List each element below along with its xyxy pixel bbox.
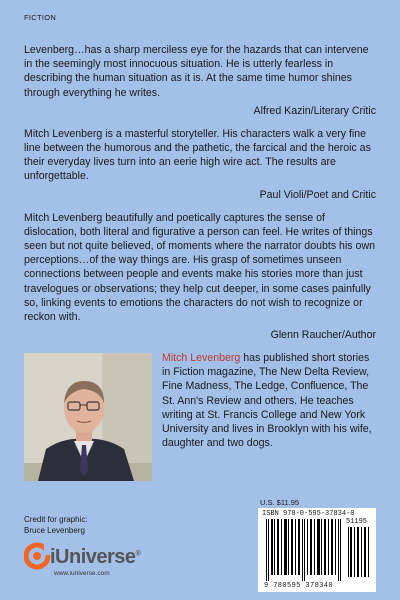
author-bio-text: has published short stories in Fiction magazine, The New Delta Review, Fine Madness, The Ledge, Confluence, The St. Ann's Review and others. He teaches writing at St. Francis College and New York University and lives in Brooklyn with his wife, daughter and two dogs. (162, 352, 372, 450)
author-name: Mitch Levenberg (162, 352, 241, 364)
isbn-digits: 9 780595 378340 (264, 582, 334, 590)
isbn-addon-number: 51195 (346, 518, 368, 526)
genre-label: FICTION (24, 13, 57, 22)
price-label: U.S. $11.95 (260, 498, 300, 507)
isbn-label: ISBN 978-0-595-37834-0 (262, 510, 355, 518)
barcode-bars (262, 519, 372, 581)
quote-text: Mitch Levenberg is a masterful storyteller. His characters walk a very fine line between the humorous and the pathetic, the farcical and the heroic as their everyday lives turn into an eerie high wire act. The results are unforgettable. (24, 127, 371, 183)
quote-attribution: Alfred Kazin/Literary Critic (253, 104, 376, 117)
credit-line: Credit for graphic: (24, 515, 88, 524)
review-quotes (24, 43, 376, 351)
publisher-name: iUniverse® (50, 546, 141, 568)
author-photo (24, 353, 152, 481)
quote-text: Mitch Levenberg beautifully and poetically captures the sense of dislocation, both literal and figurative a person can feel. He writes of things seen but not quite believed, of moments where the narrator doubts his own perceptions…of the way things are. His grasp of sometimes unseen connections between people and events make his stories more than just travelogues or observations; they help cut deeper, in some cases painfully so, linking events to emotions the characters do not wish to recognize or reckon with. (24, 211, 375, 324)
publisher-url: www.iuniverse.com (54, 570, 110, 577)
graphic-credit (24, 515, 88, 536)
iuniverse-logo-icon (24, 541, 50, 571)
credit-name: Bruce Levenberg (24, 525, 85, 535)
quote-text: Levenberg…has a sharp merciless eye for the hazards that can intervene in the seemingly most innocuous situation. He is utterly fearless in describing the human situation as it is. At the same time humor shines through everything he writes. (24, 44, 369, 99)
isbn-barcode (258, 508, 376, 592)
quote-attribution: Paul Violi/Poet and Critic (259, 188, 376, 201)
quote-attribution: Glenn Raucher/Author (270, 329, 376, 342)
publisher-logo (24, 541, 164, 581)
author-bio (162, 351, 380, 450)
